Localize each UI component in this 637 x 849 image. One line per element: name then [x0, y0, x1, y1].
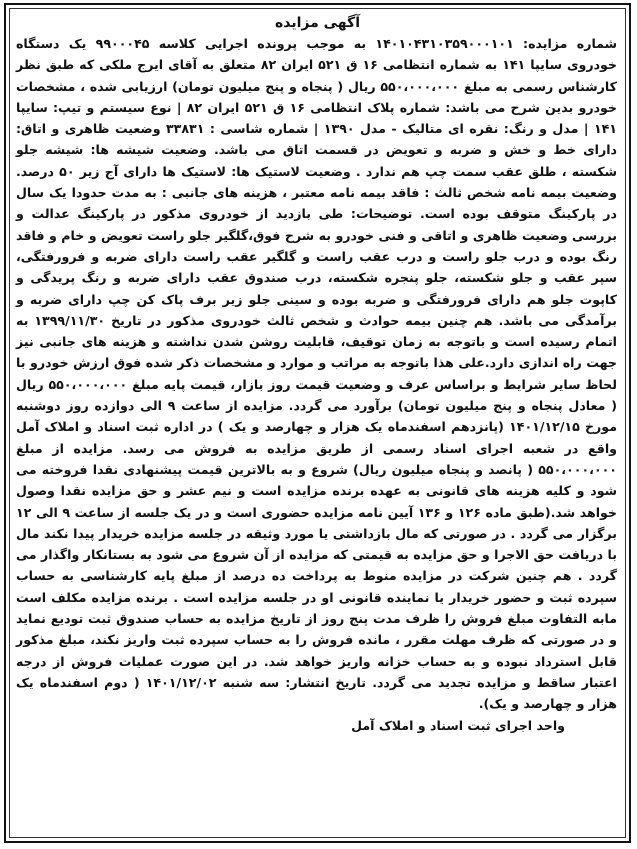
notice-title: آگهی مزایده: [274, 15, 360, 31]
auction-notice: [4, 3, 631, 843]
notice-inner-border: [9, 8, 626, 838]
notice-signature: واحد اجرای ثبت اسناد و املاک آمل: [351, 717, 565, 733]
notice-body: شماره مزایده: ۱۴۰۱۰۴۳۱۰۳۵۹۰۰۰۱۰۱ به موجب پرونده اجرایی کلاسه ۹۹۰۰۰۴۵ یک دستگاه خودروی سایپا ۱۴۱ به شماره انتظامی ۱۶ ق ۵۲۱ ایران ۸۲ متعلق به آقای ایرج ملکی که طبق نظر کارشناس رسمی به مبلغ ۵۵۰،۰۰۰،۰۰۰ ریال ( پنجاه و پنج میلیون تومان) ارزیابی شده ، مشخصات خودرو بدین شرح می باشد: شماره پلاک انتظامی ۱۶ ق ۵۲۱ ایران ۸۲ | نوع سیستم و تیپ: سایپا ۱۴۱ | مدل و رنگ: نقره ای متالیک - مدل ۱۳۹۰ | شماره شاسی : ۳۳۸۳۱ وضعیت ظاهری و اتاق: دارای خط و خش و ضربه و تعویض در قسمت اتاق می باشد. وضعیت شیشه ها: شیشه جلو شکسته ، طلق عقب سمت چپ هم ندارد . وضعیت لاستیک ها: لاستیک ها دارای آج زیر ۵۰ درصد. وضعیت بیمه نامه شخص ثالث : فاقد بیمه نامه معتبر ، هزینه های جانبی : به مدت حدودا یک سال در پارکینگ متوقف بوده است. توضیحات: طی بازدید از خودروی مذکور در پارکینگ عدالت و بررسی وضعیت ظاهری و اتاقی و فنی خودرو به شرح فوق،گلگیر جلو راست تعویض و خام و فاقد رنگ بوده و درب جلو راست و درب عقب راست و گلگیر عقب راست دارای ضربه و فرورفتگی، سپر عقب و جلو شکسته، جلو پنجره شکسته، درب صندوق عقب دارای ضربه و رنگ پریدگی و کاپوت جلو هم دارای فرورفتگی و ضربه بوده و سینی جلو زیر برف پاک کن چپ دارای ضربه و برآمدگی می باشد. هم چنین بیمه حوادث و شخص ثالث خودروی مذکور در تاریخ ۱۳۹۹/۱۱/۳۰ به اتمام رسیده است و باتوجه به زمان توقیف، قابلیت روشن شدن نداشته و هزینه های جانبی نیز جهت راه اندازی دارد.علی هذا باتوجه به مراتب و موارد و مشخصات ذکر شده فوق ارزش خودرو با لحاظ سایر شرایط و براساس عرف و وضعیت قیمت روز بازار، قیمت پایه مبلغ ۵۵۰،۰۰۰،۰۰۰ ریال ( معادل پنجاه و پنج میلیون تومان) برآورد می گردد. مزایده از ساعت ۹ الی دوازده روز دوشنبه مورخ ۱۴۰۱/۱۲/۱۵ (پانزدهم اسفندماه یک هزار و چهارصد و یک ) در اداره ثبت اسناد و املاک آمل واقع در شعبه اجرای اسناد رسمی از طریق مزایده به فروش می رسد. مزایده از مبلغ ۵۵۰،۰۰۰،۰۰۰ ( پانصد و پنجاه میلیون ریال) شروع و به بالاترین قیمت پیشنهادی نقدا فروخته می شود و کلیه هزینه های قانونی به عهده برنده مزایده است و نیم عشر و حق مزایده نقدا وصول خواهد شد.(طبق ماده ۱۲۶ و ۱۳۶ آیین نامه مزایده حضوری است و در یک جلسه از ساعت ۹ الی ۱۲ برگزار می گردد . در صورتی که مال بازداشتی یا مورد وثیقه در جلسه مزایده خریدار پیدا نکند مال با دریافت حق الاجرا و حق مزایده به قیمتی که مزایده از آن شروع می شود به بستانکار واگذار می گردد . هم چنین شرکت در مزایده منوط به پرداخت ده درصد از مبلغ پایه کارشناسی به حساب سپرده ثبت و حضور خریدار یا نماینده قانونی او در جلسه مزایده است . برنده مزایده مکلف است مابه التفاوت مبلغ فروش را ظرف مدت پنج روز از تاریخ مزایده به حساب صندوق ثبت تودیع نماید و در صورتی که ظرف مهلت مقرر ، مانده فروش را به حساب سپرده ثبت واریز نکند، مبلغ مذکور قابل استرداد نبوده و به حساب خزانه واریز خواهد شد. در این صورت عملیات فروش از درجه اعتبار ساقط و مزایده تجدید می گردد. تاریخ انتشار: سه شنبه ۱۴۰۱/۱۲/۰۲ ( دوم اسفندماه یک هزار و چهارصد و یک).: [16, 36, 618, 712]
